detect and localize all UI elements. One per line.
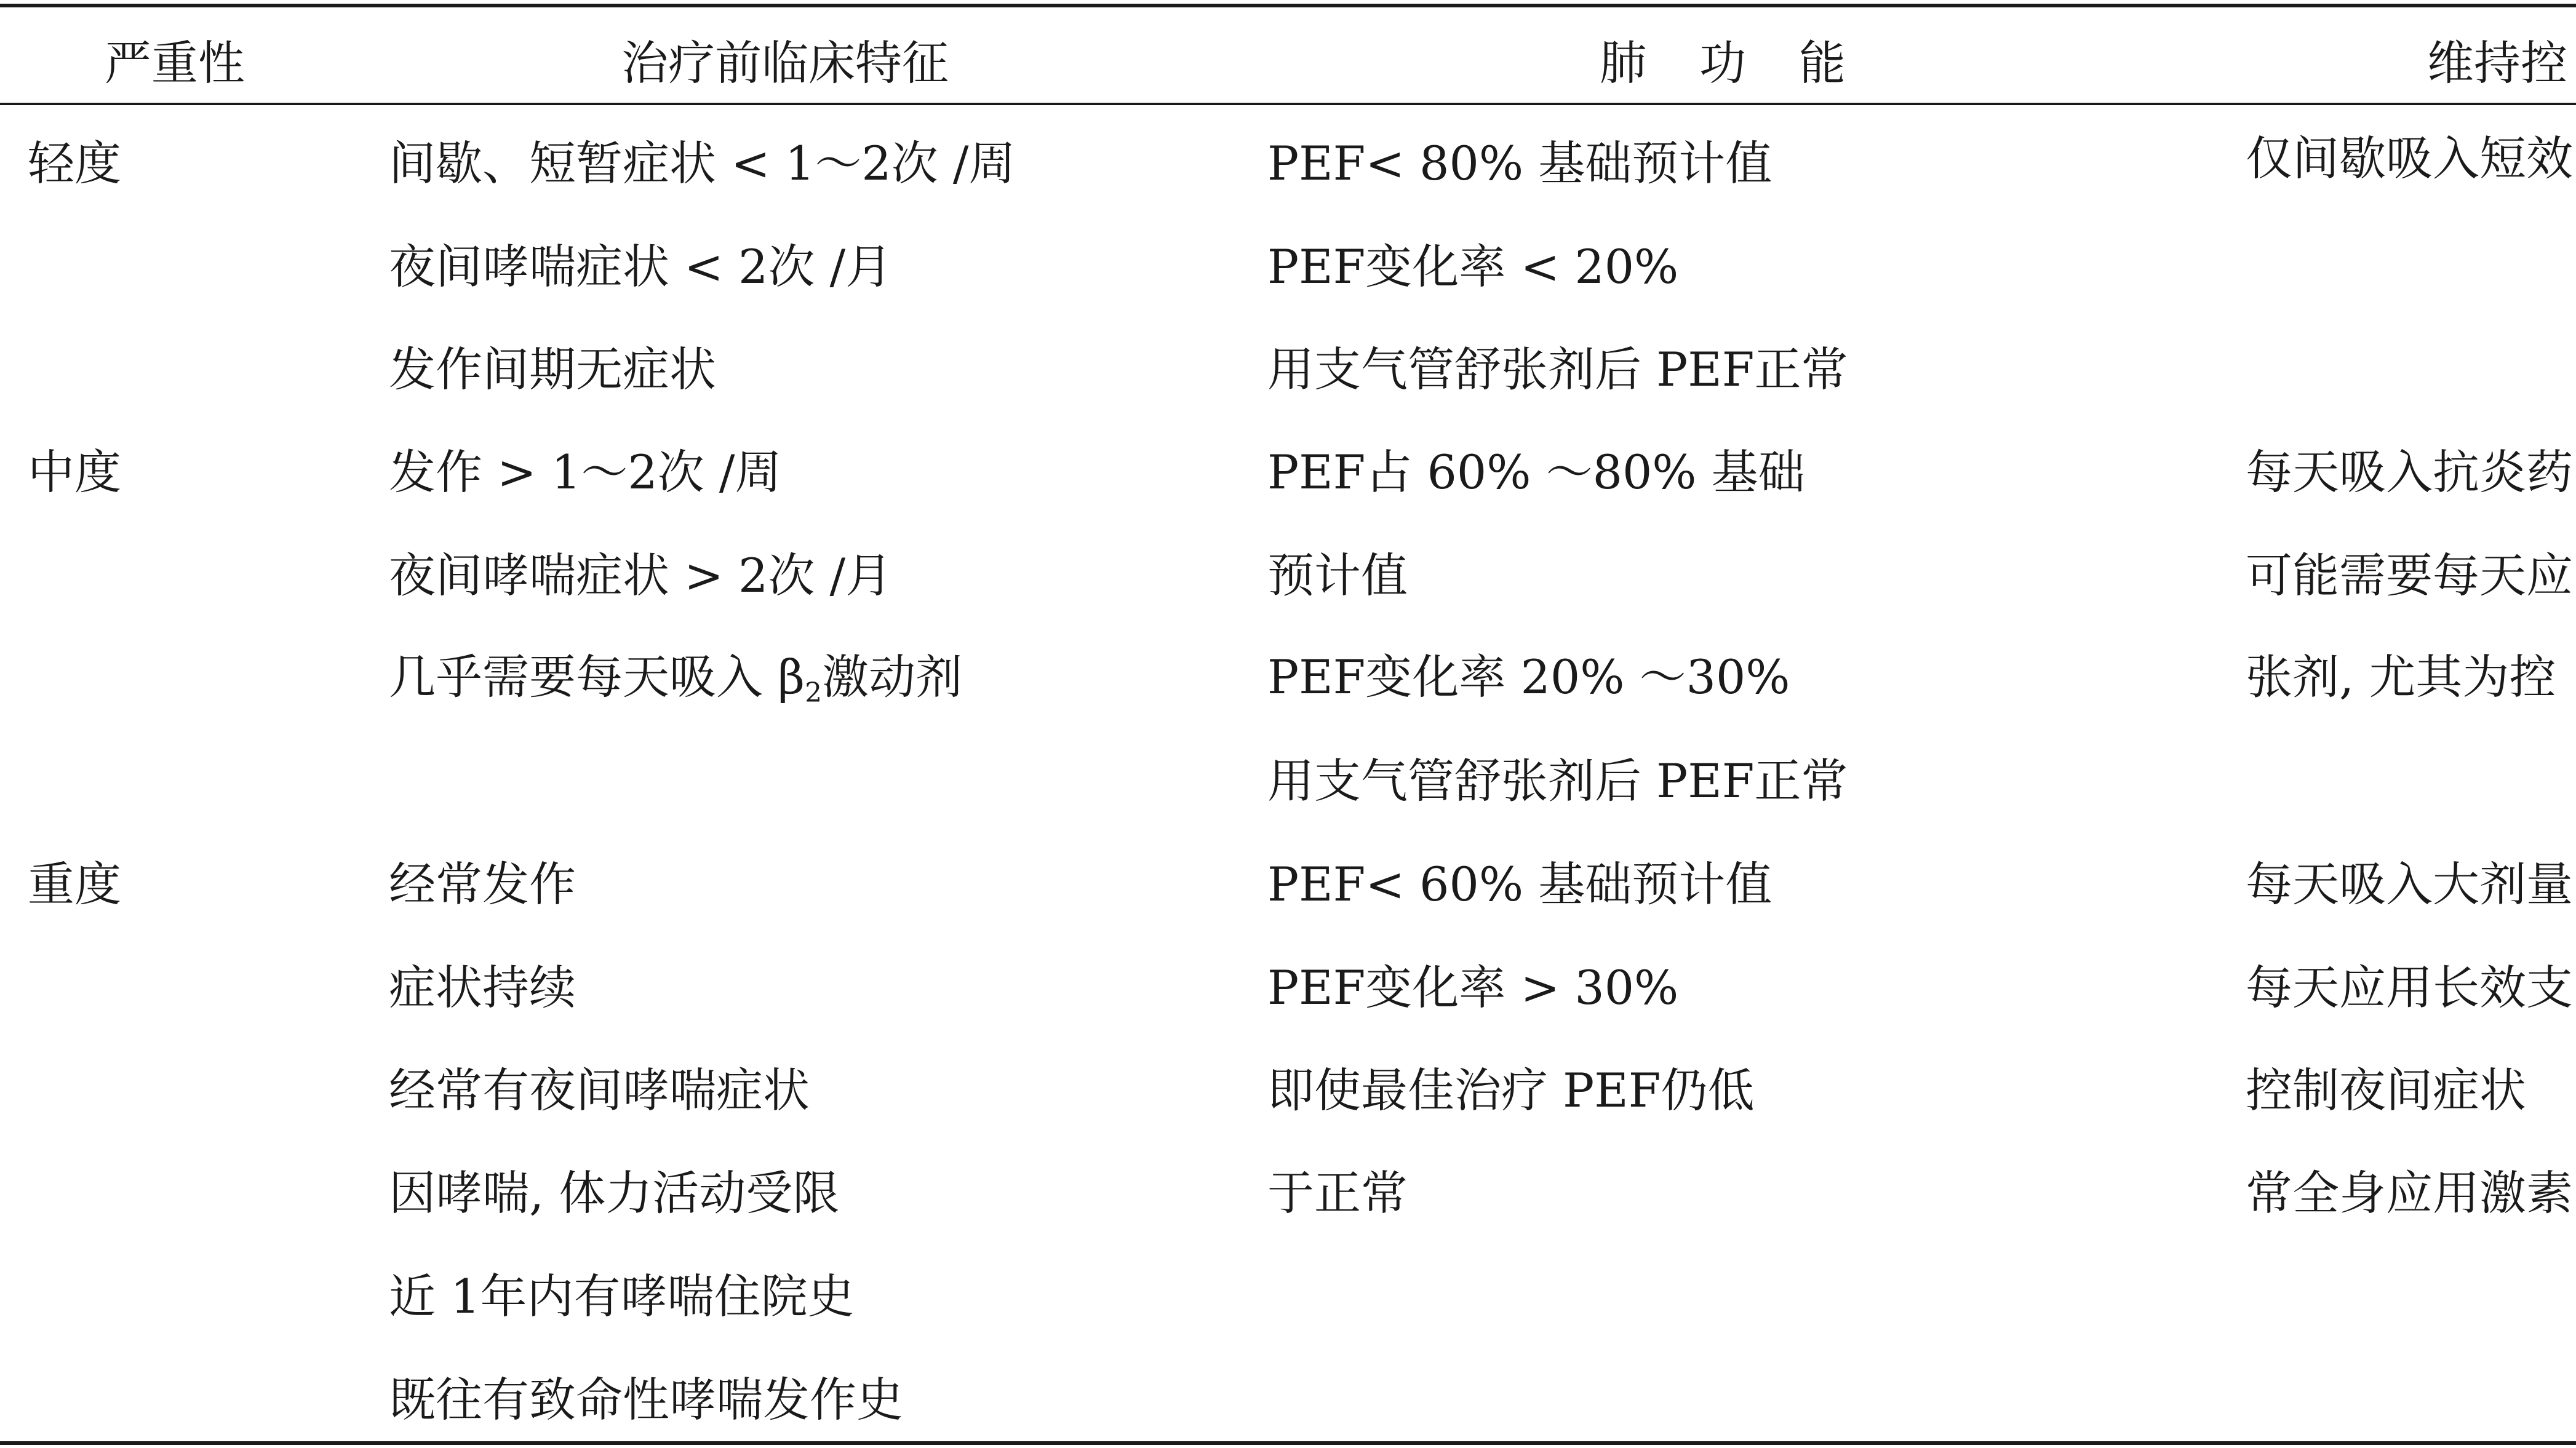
moderate-clinical-2: 夜间哮喘症状 > 2次 /月 [389, 548, 893, 603]
mild-clinical-2: 夜间哮喘症状 < 2次 /月 [389, 239, 893, 294]
moderate-lung-3: PEF变化率 20% ～30% [1267, 650, 1790, 704]
severe-lung-1: PEF< 60% 基础预计值 [1267, 857, 1772, 912]
moderate-maintenance-3: 张剂, 尤其为控 [2246, 650, 2556, 704]
moderate-lung-2: 预计值 [1267, 548, 1408, 603]
header-severity: 严重性 [105, 36, 245, 90]
moderate-clinical-1: 发作 > 1～2次 /周 [389, 445, 782, 499]
mild-lung-1: PEF< 80% 基础预计值 [1267, 136, 1772, 191]
severe-clinical-1: 经常发作 [389, 857, 576, 912]
header-clinical-features: 治疗前临床特征 [621, 36, 949, 90]
moderate-maintenance-1: 每天吸入抗炎药 [2246, 445, 2573, 499]
table-bottom-rule [0, 1441, 2576, 1445]
mild-lung-2: PEF变化率 < 20% [1267, 239, 1679, 294]
header-maintenance: 维持控 [2427, 36, 2567, 90]
severity-mild: 轻度 [28, 136, 121, 191]
severe-clinical-5: 近 1年内有哮喘住院史 [389, 1269, 855, 1324]
moderate-lung-1: PEF占 60% ～80% 基础 [1267, 445, 1805, 499]
severe-maintenance-4: 常全身应用激素 [2246, 1166, 2573, 1220]
severe-clinical-2: 症状持续 [389, 960, 576, 1015]
table-header-rule [0, 103, 2576, 105]
mild-clinical-1: 间歇、短暂症状 < 1～2次 /周 [389, 136, 1016, 191]
moderate-clinical-3-suffix: 激动剂 [822, 650, 963, 704]
moderate-clinical-3-text: 几乎需要每天吸入 β [389, 650, 805, 704]
header-lung-function [1600, 34, 1846, 93]
header-lung-char-3: 能 [1799, 36, 1846, 90]
beta-subscript: 2 [805, 677, 823, 709]
mild-maintenance-1: 仅间歇吸入短效 [2246, 131, 2573, 186]
severe-clinical-3: 经常有夜间哮喘症状 [389, 1063, 810, 1118]
header-lung-char-1: 肺 [1600, 36, 1646, 90]
header-lung-char-2: 功 [1699, 36, 1746, 90]
mild-clinical-3: 发作间期无症状 [389, 342, 716, 397]
severe-maintenance-1: 每天吸入大剂量 [2246, 857, 2573, 912]
severe-maintenance-2: 每天应用长效支 [2246, 960, 2573, 1015]
severe-clinical-4: 因哮喘, 体力活动受限 [389, 1166, 840, 1220]
moderate-clinical-3 [389, 648, 962, 707]
severe-lung-2: PEF变化率 > 30% [1267, 960, 1679, 1015]
severity-severe: 重度 [28, 857, 121, 912]
severity-moderate: 中度 [28, 445, 121, 499]
severe-lung-4: 于正常 [1267, 1166, 1408, 1220]
table-top-rule [0, 4, 2576, 7]
moderate-maintenance-2: 可能需要每天应 [2246, 548, 2573, 603]
severe-lung-3: 即使最佳治疗 PEF仍低 [1267, 1063, 1755, 1118]
moderate-lung-4: 用支气管舒张剂后 PEF正常 [1267, 754, 1848, 808]
mild-lung-3: 用支气管舒张剂后 PEF正常 [1267, 342, 1848, 397]
severe-clinical-6: 既往有致命性哮喘发作史 [389, 1372, 903, 1427]
severe-maintenance-3: 控制夜间症状 [2246, 1063, 2526, 1118]
